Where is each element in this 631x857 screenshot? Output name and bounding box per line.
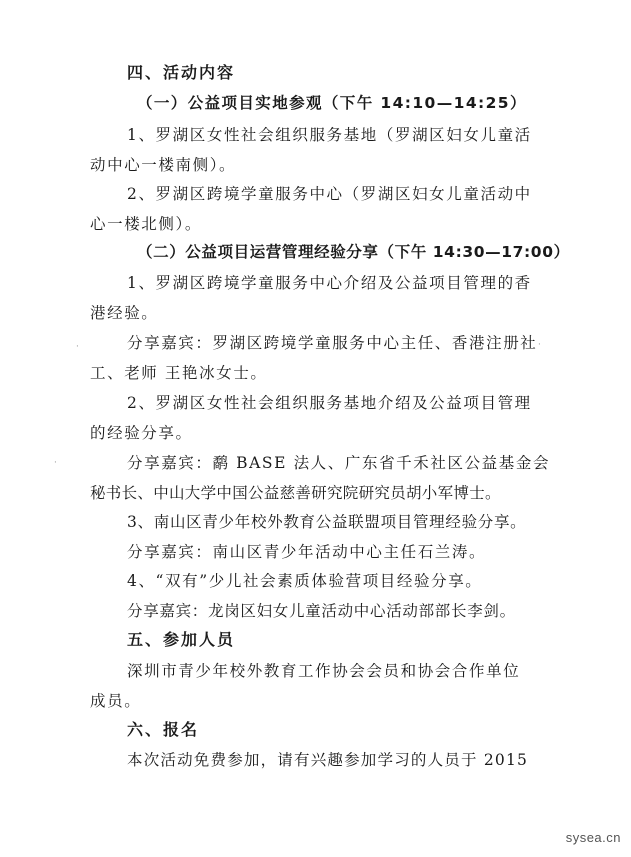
scan-speck: ·: [538, 340, 541, 350]
section-4-subheading-1: （一）公益项目实地参观（下午 14:10—14:25）: [137, 94, 527, 112]
paragraph-line: 本次活动免费参加，请有兴趣参加学习的人员于 2015: [127, 751, 529, 769]
paragraph-line: 动中心一楼南侧）。: [90, 156, 237, 174]
paragraph-line: 2、罗湖区女性社会组织服务基地介绍及公益项目管理: [127, 394, 532, 412]
paragraph-line: 秘书长、中山大学中国公益慈善研究院研究员胡小军博士。: [90, 484, 501, 502]
section-5-title: 五、参加人员: [127, 630, 236, 649]
section-6-title: 六、报名: [127, 720, 200, 739]
paragraph-line: 4、“双有”少儿社会素质体验营项目经验分享。: [127, 572, 483, 590]
watermark: sysea.cn: [565, 830, 621, 845]
paragraph-line: 深圳市青少年校外教育工作协会会员和协会合作单位: [127, 662, 521, 680]
paragraph-line: 1、罗湖区女性社会组织服务基地（罗湖区妇女儿童活: [127, 126, 532, 144]
scan-speck: ·: [54, 458, 57, 468]
paragraph-line: 心一楼北侧）。: [90, 215, 202, 233]
paragraph-line: 工、老师 王艳冰女士。: [90, 364, 268, 382]
paragraph-line: 1、罗湖区跨境学童服务中心介绍及公益项目管理的香: [127, 274, 532, 292]
paragraph-line: 港经验。: [90, 304, 159, 322]
section-4-subheading-2: （二）公益项目运营管理经验分享（下午 14:30—17:00）: [137, 243, 570, 261]
paragraph-line: 分享嘉宾：罗湖区跨境学童服务中心主任、香港注册社: [127, 334, 538, 352]
scan-speck: ·: [76, 342, 79, 352]
paragraph-line: 成员。: [90, 692, 142, 710]
paragraph-line: 3、南山区青少年校外教育公益联盟项目管理经验分享。: [127, 513, 527, 531]
paragraph-line: 分享嘉宾：南山区青少年活动中心主任石兰涛。: [127, 543, 487, 561]
paragraph-line: 分享嘉宾：龙岗区妇女儿童活动中心活动部部长李剑。: [127, 602, 516, 620]
paragraph-line: 的经验分享。: [90, 424, 193, 442]
paragraph-line: 2、罗湖区跨境学童服务中心（罗湖区妇女儿童活动中: [127, 185, 532, 203]
section-4-title: 四、活动内容: [127, 63, 236, 82]
paragraph-line: 分享嘉宾：鹬 BASE 法人、广东省千禾社区公益基金会: [127, 454, 551, 472]
